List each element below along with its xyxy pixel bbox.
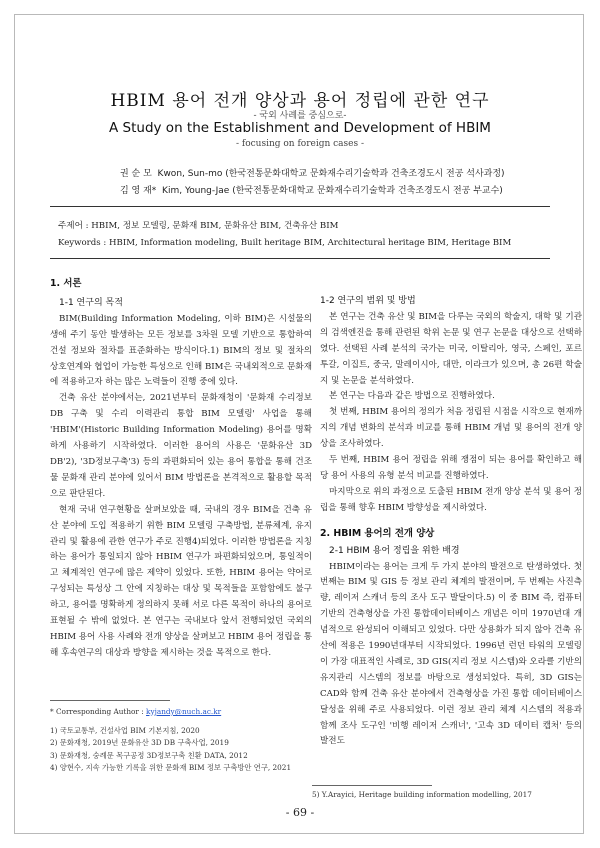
body-paragraph: 두 번째, HBIM 용어 정립을 위해 쟁점이 되는 용어를 확인하고 해당 용어 사용의 유형 분석 비교를 진행하였다. <box>320 455 582 481</box>
right-column <box>320 294 582 750</box>
body-paragraph: HBIM이라는 용어는 크게 두 가지 분야의 발전으로 탄생하였다. 첫 번째는 BIM 및 GIS 등 정보 관리 체계의 발전이며, 두 번째는 사진측량, 레이저 스캐너 등의 조사 도구 발달이다.5) 이 중 BIM 즉, 컴퓨터 기반의 건축형상을 가진 통합데이터베이스 개념은 이미 1970년대 개념적으로 완성되어 이해되고 있었다. 다만 상용화가 되지 않아 건축 유산에 적용은 1990년대부터 시작되었다. 1996년 런던 타워의 모델링이 가장 대표적인 사례로, 3D GIS(지리 정보 시스템)와 오라클 기반의 유지관리 시스템의 정보를 바탕으로 생성되었다. 특히, 3D GIS는 CAD와 함께 건축 유산 분야에서 건축형상을 가진 통합 데이터베이스 달성을 위해 주로 사용되었다. 이런 정보 관리 체계 시스템의 적용과 함께 조사 도구인 '비행 레이저 스캐너', '고속 3D 데이터 캡처' 등의 발전도 <box>320 561 582 747</box>
paper-title-en: A Study on the Establishment and Development of HBIM <box>109 120 491 136</box>
body-paragraph: 본 연구는 다음과 같은 방법으로 진행하였다. <box>329 391 495 402</box>
left-column <box>50 276 312 662</box>
footnote-item: 1) 국토교통부, 건설사업 BIM 기본지침, 2020 <box>50 725 200 735</box>
subsection-heading: 1-1 연구의 목적 <box>59 297 123 308</box>
footnote-rule <box>50 700 170 701</box>
body-paragraph: 본 연구는 건축 유산 및 BIM을 다루는 국외의 학술지, 대학 및 기관의 검색엔진을 통해 관련된 학위 논문 및 연구 논문을 대상으로 선택하였다. 선택된 사례 분석의 국가는 미국, 이탈리아, 영국, 스페인, 포르투갈, 이집트, 중국, 말레이시아, 대만, 이라크가 있으며, 총 26편 학술지 및 논문을 분석하였다. <box>320 311 582 386</box>
body-paragraph: BIM(Building Information Modeling, 이하 BIM)은 시설물의 생애 주기 동안 발생하는 모든 정보를 3차원 모델 기반으로 통합하여 건설 정보와 절차를 표준화하는 방식이다.1) BIM의 정보 및 절차의 상호연계와 협업이 가능한 특성으로 인해 BIM은 국내외적으로 문화재에 적용하고자 하는 많은 노력들이 진행 중에 있다. <box>50 313 312 388</box>
footnote-item: 2) 문화재청, 2019년 문화유산 3D DB 구축사업, 2019 <box>50 738 229 747</box>
subtitle-kr: - 국외 사례를 중심으로- <box>253 111 347 121</box>
author-list <box>120 166 505 200</box>
subsection-heading: 2-1 HBIM 용어 정립을 위한 배경 <box>329 545 460 556</box>
body-paragraph: 현재 국내 연구현황을 살펴보았을 때, 국내의 경우 BIM을 건축 유산 분야에 도입 적용하기 위한 BIM 모델링 구축방법, 분류체계, 유지관리 및 활용에 관한 연구가 주로 진행4)되었다. 이러한 방법론을 지칭하는 용어가 통일되지 않아 HBIM 연구가 파편화되었으며, 통일적이고 체계적인 연구에 많은 제약이 있었다. 또한, HBIM 용어는 약어로 구성되는 특성상 그 안에 지칭하는 대상 및 목적들을 포함함에도 불구하고, 용어를 명확하게 정의하지 못해 서로 다른 목적이 하나의 용어로 표현될 수 밖에 없었다. 본 연구는 국내보다 앞서 전행되었던 국외의 HBIM 용어 사용 사례와 전개 양상을 살펴보고 HBIM 용어 정립을 통해 후속연구의 대상과 방향을 제시하는 것을 목적으로 한다. <box>50 504 312 658</box>
body-paragraph: 첫 번째, HBIM 용어의 정의가 처음 정립된 시점을 시작으로 현재까지의 개념 변화의 분석과 비교를 통해 HBIM 개념 및 용어의 전개 양상을 조사하였다. <box>320 407 582 450</box>
author-row <box>120 166 505 183</box>
keywords-kr: 주제어 : HBIM, 정보 모델링, 문화재 BIM, 문화유산 BIM, 건축유산 BIM <box>58 221 339 231</box>
body-paragraph: 건축 유산 분야에서는, 2021년부터 문화재청이 '문화재 수리정보 DB 구축 및 수리 이력관리 통합 BIM 모델링' 사업을 통해 'HBIM'(Historic Building Information Modeling) 용어를 명확하게 사용하기 시작하였다. 이러한 용어의 사용은 '문화유산 3D DB'2), '3D정보구축'3) 등의 과편화되어 있는 용어 통합을 통해 건조물 문화재 관리 분야에 있어서 BIM 방법론을 본격적으로 활용할 목적으로 판단된다. <box>50 393 312 499</box>
email-link[interactable]: kyjandy@nuch.ac.kr <box>146 707 222 716</box>
author-affiliation: (한국전통문화대학교 문화재수리기술학과 건축조경도시 전공 부교수) <box>232 186 503 196</box>
subtitle-en: - focusing on foreign cases - <box>235 139 365 149</box>
footnote-item: 5) Y.Arayici, Heritage building information modelling, 2017 <box>312 790 532 799</box>
author-row <box>120 183 505 200</box>
footnote-item: 4) 양현수, 지속 가능한 기록을 위한 문화재 BIM 정보 구축방안 연구, 2021 <box>50 763 292 772</box>
keywords-en: Keywords : HBIM, Information modeling, Built heritage BIM, Architectural heritage BIM, Heritage BIM <box>58 238 512 248</box>
divider-bottom <box>50 258 550 259</box>
paper-title: HBIM 용어 전개 양상과 용어 정립에 관한 연구 <box>110 91 490 111</box>
divider-top <box>50 206 550 207</box>
section-heading: 2. HBIM 용어의 전개 양상 <box>320 527 435 539</box>
author-name-en: Kwon, Sun-mo <box>157 169 223 179</box>
keywords-block <box>58 218 511 252</box>
body-paragraph: 마지막으로 위의 과정으로 도출된 HBIM 전개 양상 분석 및 용어 정립을 통해 향후 HBIM 방향성을 제시하였다. <box>320 486 582 513</box>
footnote-item: 3) 문화재청, 숭례문 목구공정 3D정보구축 친환 DATA, 2012 <box>50 750 248 760</box>
footnotes <box>50 706 312 775</box>
author-name-en: Kim, Young-Jae <box>162 186 230 196</box>
page-number: - 69 - <box>285 806 315 819</box>
corresponding-author: * Corresponding Author : kyjandy@nuch.ac.kr <box>50 707 222 716</box>
section-heading: 1. 서론 <box>50 278 82 289</box>
author-affiliation: (한국전통문화대학교 문화재수리기술학과 건축조경도시 전공 석사과정) <box>225 169 505 179</box>
author-name-kr: 권 순 모 <box>120 169 152 179</box>
footnote-rule <box>312 785 432 786</box>
author-name-kr: 김 영 재* <box>120 186 157 196</box>
subsection-heading: 1-2 연구의 범위 및 방법 <box>320 296 416 306</box>
